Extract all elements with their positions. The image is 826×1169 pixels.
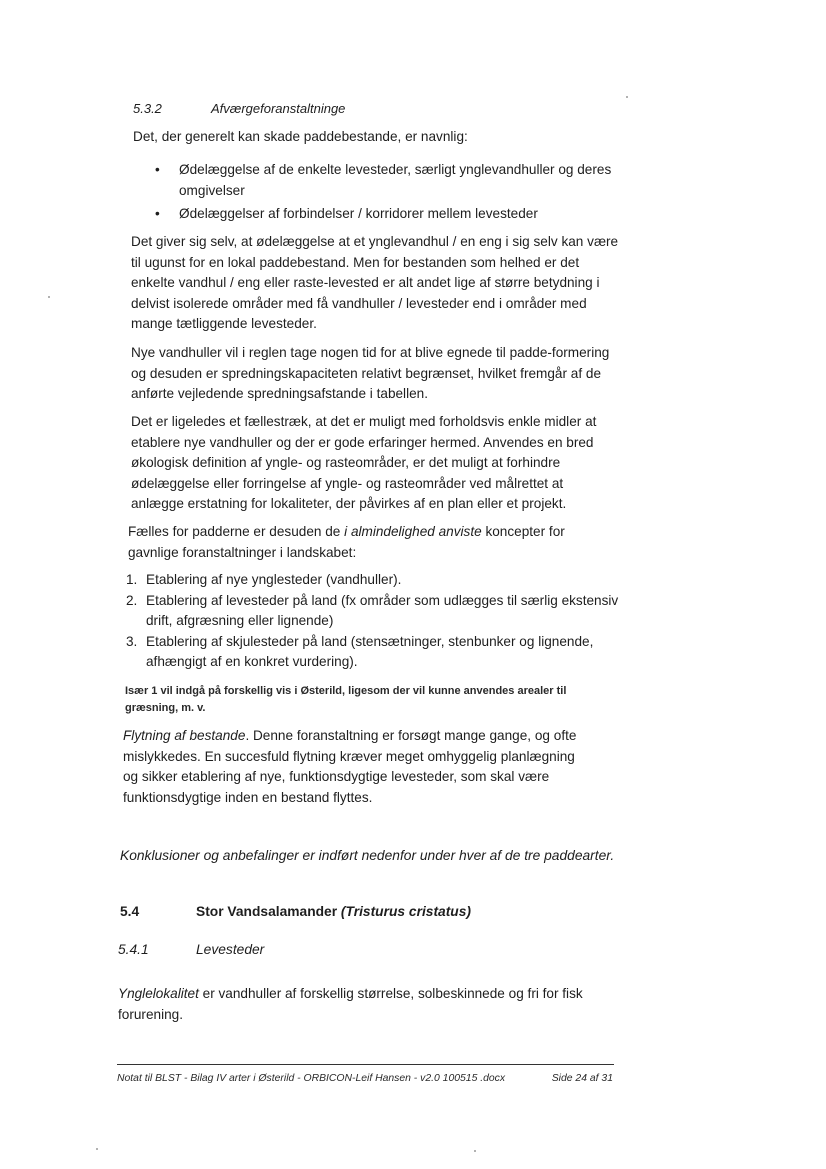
section-heading-5-3-2	[133, 99, 345, 120]
paragraph-new-ponds: Nye vandhuller vil i reglen tage nogen tid for at blive egnede til padde-formering og desuden er spredningskapaciteten relativt begrænset, hvilket fremgår af de anførte vejledende spredningsafstande i tabellen.	[131, 345, 610, 401]
scan-speck	[626, 96, 628, 98]
paragraph-breeding-site: Ynglelokalitet er vandhuller af forskellig størrelse, solbeskinnede og fri for fisk forurening.	[118, 986, 583, 1022]
paragraph-compensation: Det er ligeledes et fællestræk, at det er muligt med forholdsvis enkle midler at etablere nye vandhuller og der er gode erfaringer hermed. Anvendes en bred økologisk definition af yngle- og rasteområder, er det muligt at forhindre ødelæggelse eller forringelse af yngle- og rasteområder ved målrettet at anlægge erstatning for lokaliteter, der påvirkes af en plan eller et projekt.	[131, 414, 597, 511]
section-title: Afværgeforanstaltninge	[211, 101, 346, 116]
section-heading-5-4	[120, 902, 471, 923]
paragraph-concepts: Fælles for padderne er desuden de i almindelighed anviste koncepter for gavnlige foranstaltninger i landskabet:	[128, 524, 565, 560]
scan-speck	[96, 1148, 98, 1150]
measures-numbered-list	[126, 570, 621, 673]
section-number: 5.4	[120, 904, 140, 919]
list-item: 3. Etablering af skjulesteder på land (stensætninger, stenbunker og lignende, afhængigt af en konkret vurdering).	[126, 633, 594, 669]
list-item: • Ødelæggelse af de enkelte levesteder, særligt ynglevandhuller og deres omgivelser	[155, 162, 612, 198]
footer-document-info: Notat til BLST - Bilag IV arter i Østerild - ORBICON-Leif Hansen - v2.0 100515 .docx	[117, 1073, 506, 1084]
list-item: 1. Etablering af nye ynglesteder (vandhuller).	[126, 572, 402, 587]
page-number: Side 24 af 31	[551, 1073, 613, 1084]
section-title: Stor Vandsalamander	[196, 904, 341, 919]
footer-divider	[117, 1064, 614, 1065]
conclusion-note: Konklusioner og anbefalinger er indført nedenfor under hver af de tre paddearter.	[120, 848, 615, 863]
bullet-icon: •	[155, 206, 160, 221]
threat-bullet-list	[133, 160, 613, 228]
intro-paragraph: Det, der generelt kan skade paddebestande, er navnlig:	[133, 129, 468, 144]
paragraph-osterild-note: Især 1 vil indgå på forskellig vis i Østerild, ligesom der vil kunne anvendes arealer til græsning, m. v.	[125, 685, 567, 714]
list-item: 2. Etablering af levesteder på land (fx områder som udlægges til særlig ekstensiv drift, afgræsning eller lignende)	[126, 592, 619, 628]
list-item: • Ødelæggelser af forbindelser / korridorer mellem levesteder	[133, 204, 613, 225]
latin-name: (Tristurus cristatus)	[340, 904, 472, 919]
paragraph-relocation: Flytning af bestande. Denne foranstaltning er forsøgt mange gange, og ofte mislykkedes. En succesfuld flytning kræver meget omhyggelig planlægning og sikker etablering af nye, funktionsdygtige levesteder, som skal være funktionsdygtige inden en bestand flyttes.	[123, 728, 577, 805]
bullet-icon: •	[155, 162, 160, 177]
section-heading-5-4-1	[118, 940, 264, 961]
scan-speck	[474, 1150, 476, 1152]
section-number: 5.4.1	[118, 942, 149, 957]
scan-speck	[48, 296, 50, 298]
section-number: 5.3.2	[133, 101, 162, 116]
page-footer	[117, 1069, 617, 1090]
paragraph-habitat-loss: Det giver sig selv, at ødelæggelse at et ynglevandhul / en eng i sig selv kan være til ugunst for en lokal paddebestand. Men for bestanden som helhed er det enkelte vandhul / eng eller raste-levested er alt andet lige af større betydning i delvist isolerede områder med få vandhuller / levesteder end i områder med mange tætliggende levesteder.	[131, 234, 619, 331]
section-title: Levesteder	[196, 942, 265, 957]
